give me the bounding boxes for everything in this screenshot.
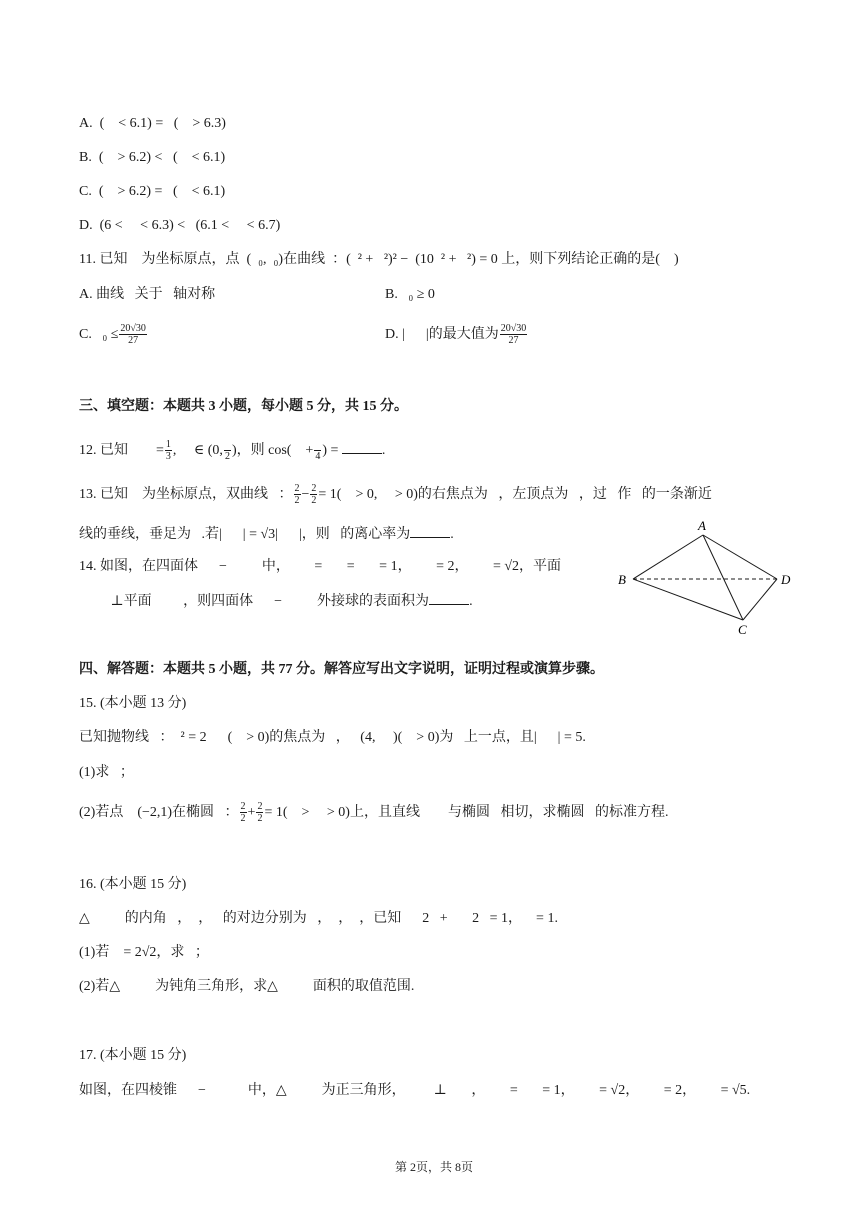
section-4-heading: 四、解答题：本题共 5 小题，共 77 分。解答应写出文字说明，证明过程或演算步骤。	[79, 662, 604, 677]
q15-title: 15. (本小题 13 分)	[79, 696, 187, 711]
edge-cd	[743, 579, 777, 620]
vertex-d-label: D	[781, 572, 791, 587]
vertex-a-label: A	[698, 518, 706, 533]
answer-blank	[410, 525, 450, 538]
q11-option-c: C. ₀ ≤ $\frac{20√30}{27}$	[79, 323, 146, 347]
q17-title: 17. (本小题 15 分)	[79, 1048, 187, 1063]
q15-part1: (1)求 ；	[79, 765, 134, 780]
q11-option-d: D. | |的最大值为 $\frac{20√30}{27}$	[385, 323, 527, 347]
vertex-b-label: B	[618, 572, 626, 587]
q11-option-b: B. ₀ ≥ 0	[385, 287, 435, 302]
q16-part2: (2)若△ 为钝角三角形，求△ 面积的取值范围.	[79, 979, 415, 994]
option-d: D. (6 < < 6.3) < (6.1 < < 6.7)	[79, 218, 281, 233]
q16-line1: △ 的内角 ， ， 的对边分别为 ， ， ，已知 2 + 2 = 1， = 1.	[79, 911, 558, 926]
q14-line1: 14. 如图，在四面体 − 中， = = = 1， = 2， = √2，平面	[79, 559, 562, 574]
option-b: B. ( > 6.2) < ( < 6.1)	[79, 150, 226, 165]
q15-part2: (2)若点 (−2,1)在椭圆 ： $\frac{2}{2}$ + $\frac{2}{2}$ = 1( > > 0)上，且直线 与椭圆 相切，求椭圆 的标准方程.	[79, 801, 669, 825]
q13-line2: 线的垂线，垂足为 .若| | = √3| |，则 的离心率为 .	[79, 527, 454, 542]
edge-ab	[633, 535, 703, 579]
fraction: $\frac{20√30}{27}$	[120, 323, 146, 347]
q11-option-a: A. 曲线 关于 轴对称	[79, 287, 216, 302]
option-c: C. ( > 6.2) = ( < 6.1)	[79, 184, 226, 199]
q14-line2: ⊥平面 ，则四面体 − 外接球的表面积为 .	[79, 594, 473, 609]
fraction: $\frac{20√30}{27}$	[500, 323, 527, 347]
tetrahedron-figure	[612, 515, 802, 640]
q16-part1: (1)若 = 2√2，求 ；	[79, 945, 209, 960]
q12: 12. 已知 = $\frac{1}{3}$ , ∈ (0, 2 )，则 cos( + 4 ) = .	[79, 439, 386, 463]
page-footer: 第 2页，共 8页	[394, 1160, 473, 1174]
option-a: A. ( < 6.1) = ( > 6.3)	[79, 116, 226, 131]
answer-blank	[429, 592, 469, 605]
vertex-c-label: C	[738, 622, 747, 637]
q17-line1: 如图，在四棱锥 − 中，△ 为正三角形， ⊥ ， = = 1， = √2， = 2， = √5.	[79, 1083, 751, 1098]
answer-blank	[342, 441, 382, 454]
q15-line1: 已知抛物线 ： ² = 2 ( > 0)的焦点为 ， (4, )( > 0)为 上一点，且| | = 5.	[79, 730, 586, 745]
q16-title: 16. (本小题 15 分)	[79, 877, 187, 892]
q11-stem: 11. 已知 为坐标原点，点 ( ₀, ₀)在曲线 ：( ² + ²)² − (10 ² + ²) = 0 上，则下列结论正确的是( )	[79, 252, 679, 267]
edge-ad	[703, 535, 777, 579]
section-3-heading: 三、填空题：本题共 3 小题，每小题 5 分，共 15 分。	[79, 399, 408, 414]
q13-line1: 13. 已知 为坐标原点，双曲线 ： $\frac{2}{2}$ − $\frac{2}{2}$ = 1( > 0, > 0)的右焦点为 ，左顶点为 ，过 作 的一条渐近	[79, 483, 712, 507]
